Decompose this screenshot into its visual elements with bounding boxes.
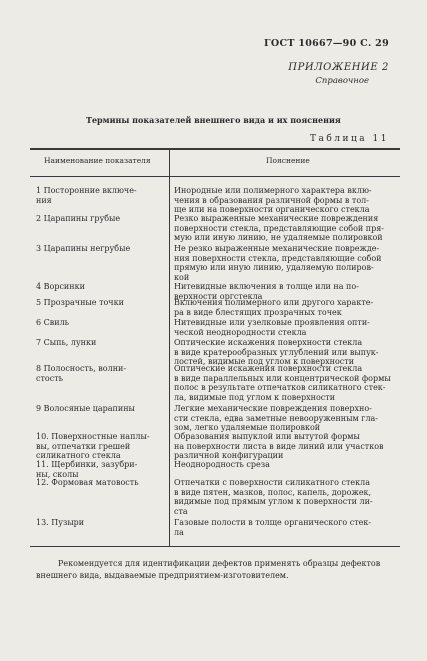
term-cell: 2 Царапины грубые [36, 214, 121, 223]
explanation-cell: Инородные или полимерного характера вклю- чения в образования различной формы в тол- ще или на поверхности органического стекла [174, 186, 372, 214]
explanation-cell: Нитевидные включения в толще или на по- верхности оргстекла [174, 282, 359, 301]
explanation-cell: Оптические искажения поверхности стекла в виде кратерообразных углублений или выпук- лостей, видимые под углом к поверхности [174, 338, 379, 366]
page-header: ГОСТ 10667—90 С. 29 [264, 38, 389, 49]
header-bottom-rule [30, 176, 400, 177]
explanation-cell: Включения полимерного или другого характе- ра в виде блестящих прозрачных точек [174, 298, 374, 317]
term-cell: 3 Царапины негрубые [36, 244, 131, 253]
explanation-cell: Оптические искажения поверхности стекла в виде параллельных или концентрической формы полос в результате отпечатков силикатного стек- ла, видимые под углом к поверхности [174, 364, 391, 402]
explanation-cell: Не резко выраженные механические поврежде- ния поверхности стекла, представляющие собой прямую или иную линию, удаляемую полиров- кой [174, 244, 382, 282]
explanation-cell: Образования выпуклой или вытутой формы на поверхности листа в виде линий или участков различной конфигурации [174, 432, 384, 460]
term-cell: 4 Ворсинки [36, 282, 85, 291]
term-cell: 7 Сыпь, лунки [36, 338, 97, 347]
document-title: Термины показателей внешнего вида и их пояснения [86, 115, 341, 125]
explanation-cell: Отпечатки с поверхности силикатного стекла в виде пятен, мазков, полос, капель, дорожек, видимые под прямым углом к поверхности ли- ста [174, 478, 373, 516]
term-cell: 9 Волосяные царапины [36, 404, 135, 413]
term-cell: 13. Пузыри [36, 518, 85, 527]
term-cell: 10. Поверхностные наплы- вы, отпечатки грешей силикатного стекла [36, 432, 150, 460]
term-cell: 5 Прозрачные точки [36, 298, 124, 307]
explanation-cell: Нитевидные или узелковые проявления опти- ческой неоднородности стекла [174, 318, 370, 337]
explanation-cell: Неоднородность среза [174, 460, 270, 469]
appendix-note: Справочное [315, 76, 369, 86]
column-header-explanation: Пояснение [266, 156, 310, 165]
table-bottom-rule [30, 546, 400, 547]
term-cell: 1 Посторонние включе- ния [36, 186, 137, 205]
explanation-cell: Резко выраженные механические повреждения поверхности стекла, представляющие собой пря- мую или иную линию, не удаляемые полировкой [174, 214, 384, 242]
appendix-title: ПРИЛОЖЕНИЕ 2 [288, 62, 389, 73]
term-cell: 8 Полосность, волни- стость [36, 364, 127, 383]
table-top-rule [30, 148, 400, 150]
explanation-cell: Легкие механические повреждения поверхно- сти стекла, едва заметные невооруженным гла- зом, легко удаляемые полировкой [174, 404, 378, 432]
recommendation-note [36, 558, 396, 582]
table-number: Таблица 11 [310, 134, 389, 144]
term-cell: 6 Свиль [36, 318, 70, 327]
explanation-cell: Газовые полости в толще органического стек- ла [174, 518, 372, 537]
term-cell: 11. Щербинки, зазубри- ны, сколы [36, 460, 138, 479]
term-cell: 12. Формовая матовость [36, 478, 139, 487]
column-divider [169, 148, 170, 546]
recommendation-text: Рекомендуется для идентификации дефектов применять образцы дефектов внешнего вида, выдаваемые предприятием-изготовителем. [36, 559, 381, 580]
column-header-term: Наименование показателя [44, 156, 151, 165]
